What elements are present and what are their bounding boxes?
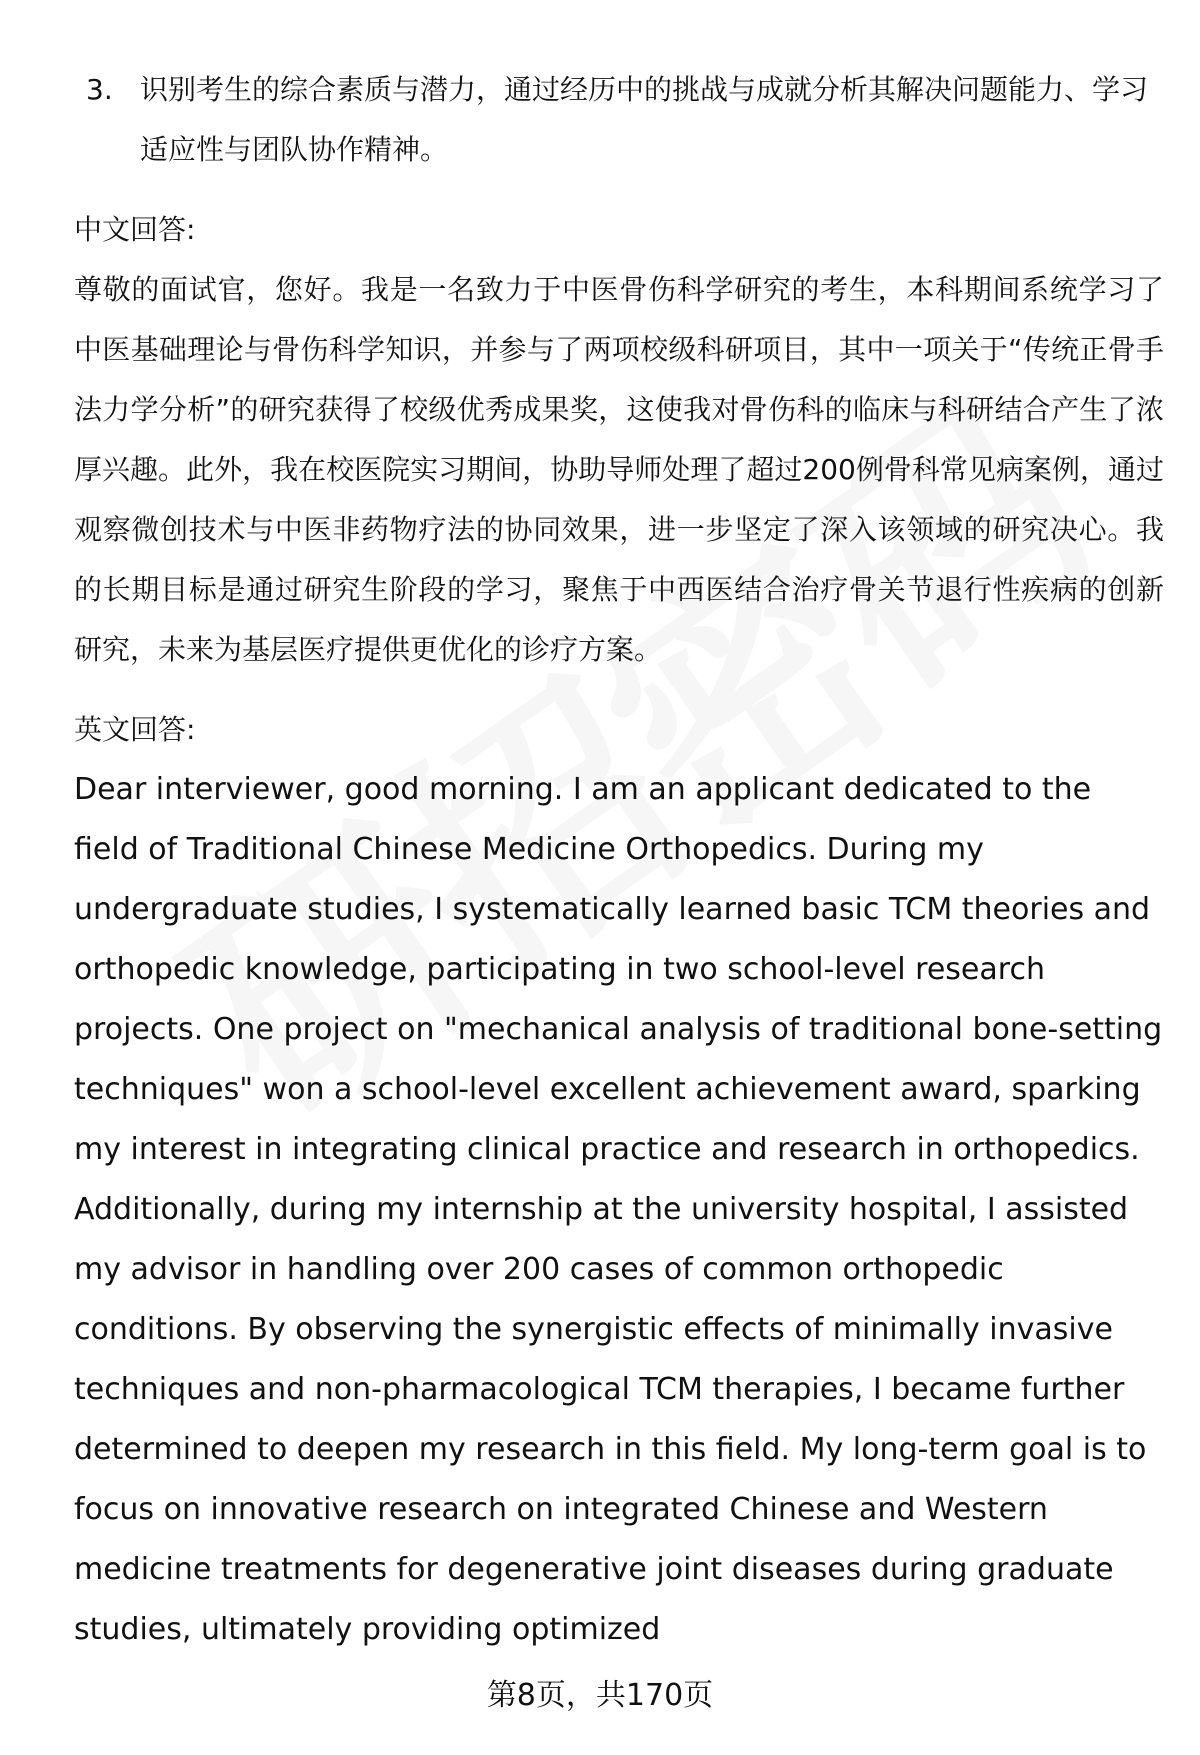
list-number: 3.	[86, 73, 113, 106]
page-number-footer: 第8页，共170页	[486, 1678, 714, 1713]
english-answer-body: Dear interviewer, good morning. I am an applicant dedicated to the field of Traditional Chinese Medicine Orthopedics. During my undergraduate studies, I systematically learned basic TCM theories and orthopedic knowledge, participating in two school-level research projects. One project on "mechanical analysis of traditional bone-setting techniques" won a school-level excellent achievement award, sparking my interest in integrating clinical practice and research in orthopedics. Additionally, during my internship at the university hospital, I assisted my advisor in handling over 200 cases of common orthopedic conditions. By observing the synergistic effects of minimally invasive techniques and non-pharmacological TCM therapies, I became further determined to deepen my research in this field. My long-term goal is to focus on innovative research on integrated Chinese and Western medicine treatments for degenerative joint diseases during graduate studies, ultimately providing optimized	[74, 772, 1163, 1647]
list-item	[74, 60, 1164, 180]
chinese-answer-label: 中文回答:	[74, 213, 196, 246]
document-page	[74, 60, 1164, 1660]
english-answer-label: 英文回答:	[74, 713, 196, 746]
chinese-answer-body: 尊敬的面试官，您好。我是一名致力于中医骨伤科学研究的考生，本科期间系统学习了中医基础理论与骨伤科学知识，并参与了两项校级科研项目，其中一项关于“传统正骨手法力学分析”的研究获得了校级优秀成果奖，这使我对骨伤科的临床与科研结合产生了浓厚兴趣。此外，我在校医院实习期间，协助导师处理了超过200例骨科常见病案例，通过观察微创技术与中医非药物疗法的协同效果，进一步坚定了深入该领域的研究决心。我的长期目标是通过研究生阶段的学习，聚焦于中西医结合治疗骨关节退行性疾病的创新研究，未来为基层医疗提供更优化的诊疗方案。	[74, 273, 1164, 666]
list-text: 识别考生的综合素质与潜力，通过经历中的挑战与成就分析其解决问题能力、学习适应性与团队协作精神。	[140, 73, 1149, 166]
